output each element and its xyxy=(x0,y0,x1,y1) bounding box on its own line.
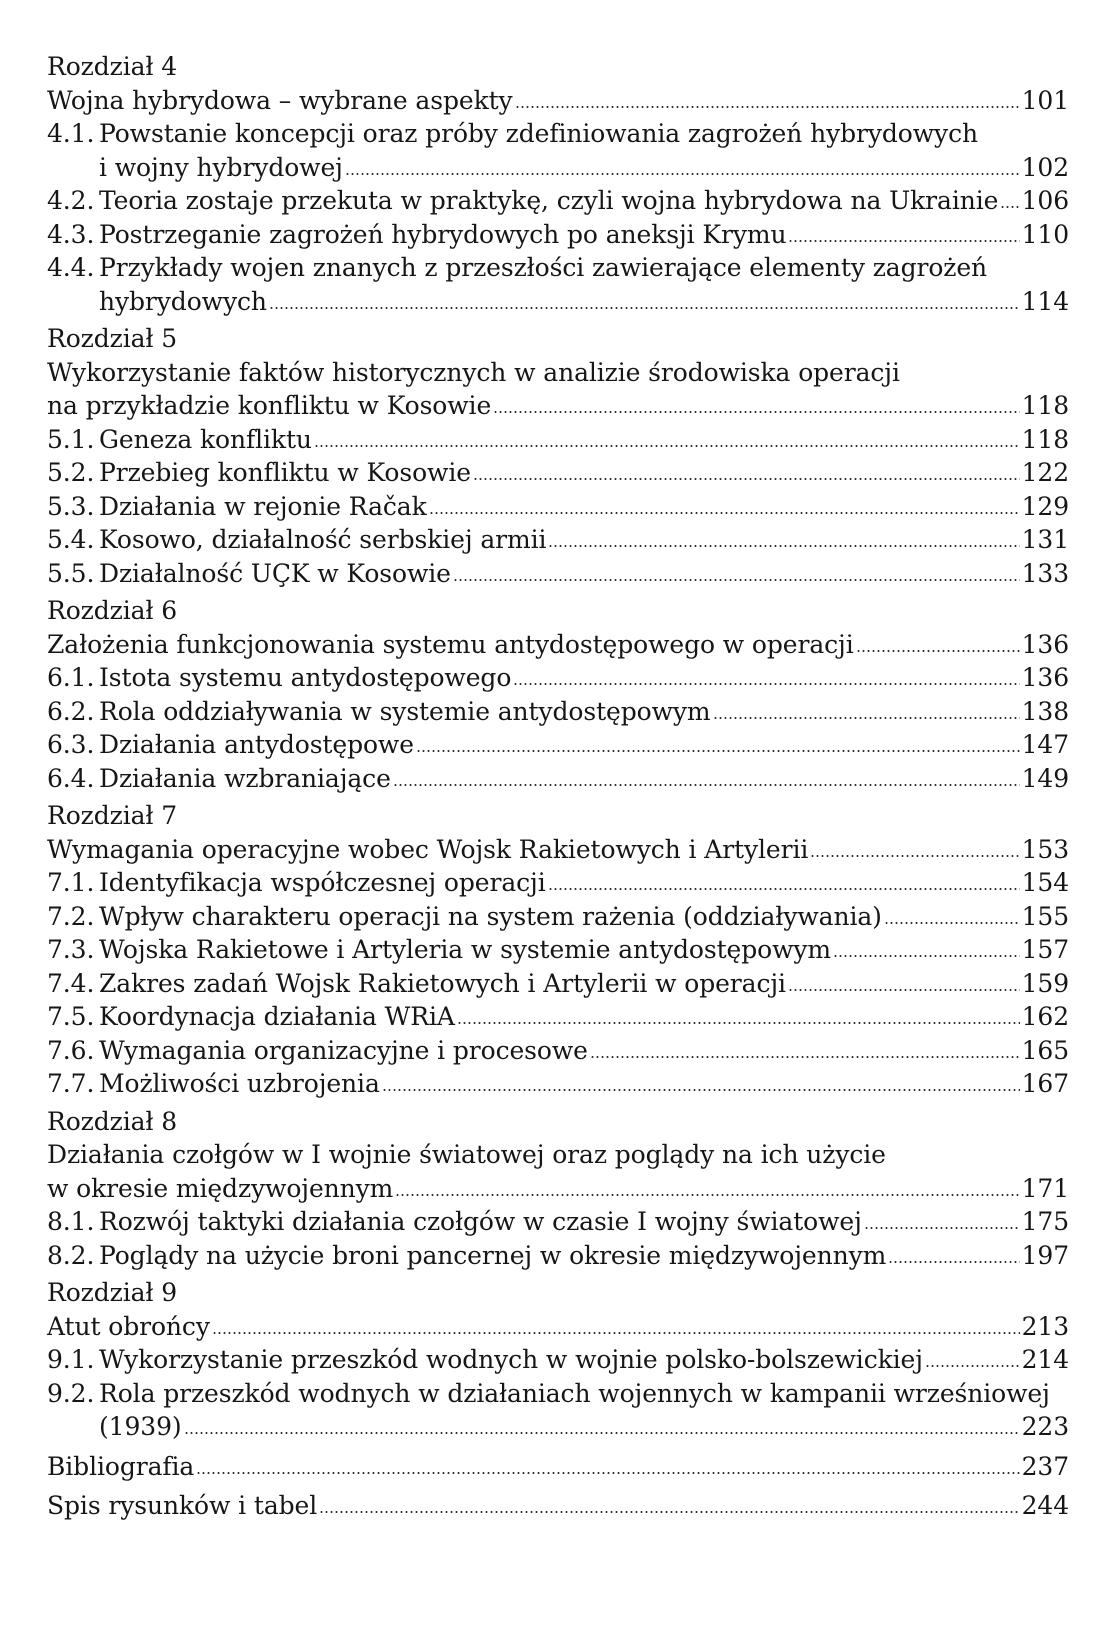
section-body xyxy=(99,184,1069,218)
chapter-heading: Rozdział 6 xyxy=(47,596,178,625)
toc-section-entry[interactable] xyxy=(47,967,1069,1001)
page-number: 244 xyxy=(1021,1491,1069,1520)
section-body xyxy=(99,967,1069,1001)
toc-section-entry[interactable] xyxy=(47,1377,1069,1444)
page-number: 165 xyxy=(1021,1035,1069,1065)
section-title-text: Kosowo, działalność serbskiej armii xyxy=(99,525,547,554)
page-number: 213 xyxy=(1021,1311,1069,1341)
end-entry-final-line xyxy=(47,1489,1069,1523)
page-number: 118 xyxy=(1021,391,1069,420)
section-title-text: Działania wzbraniające xyxy=(99,763,391,793)
section-title-text: Możliwości uzbrojenia xyxy=(99,1069,380,1098)
chapter-title[interactable] xyxy=(47,84,1069,118)
dot-leader xyxy=(590,1056,1020,1058)
section-title-text: Poglądy na użycie broni pancernej w okresie międzywojennym xyxy=(99,1240,887,1270)
section-body xyxy=(99,1205,1069,1239)
toc-section-entry[interactable] xyxy=(47,423,1069,457)
section-body xyxy=(99,1343,1069,1377)
page-number: 237 xyxy=(1021,1451,1069,1481)
toc-section-entry[interactable] xyxy=(47,1343,1069,1377)
dot-leader xyxy=(713,717,1020,719)
page-number: 118 xyxy=(1021,424,1069,454)
section-final-line xyxy=(99,866,1069,900)
section-body xyxy=(99,523,1069,557)
page-number: 101 xyxy=(1021,85,1069,115)
toc-section-entry[interactable] xyxy=(47,1239,1069,1273)
toc-section-entry[interactable] xyxy=(47,933,1069,967)
dot-leader xyxy=(1000,206,1019,208)
end-entry-title-text: Spis rysunków i tabel xyxy=(47,1491,318,1520)
section-title-text: Wykorzystanie przeszkód wodnych w wojnie polsko-bolszewickiej xyxy=(99,1345,923,1374)
page-number: 131 xyxy=(1021,525,1069,554)
dot-leader xyxy=(925,1365,1020,1367)
section-body xyxy=(99,1377,1069,1444)
section-body xyxy=(99,933,1069,967)
page-number: 138 xyxy=(1021,696,1069,726)
page-number: 129 xyxy=(1021,491,1069,521)
section-number: 6.2. xyxy=(47,696,95,726)
dot-leader xyxy=(416,750,1020,752)
chapter-heading: Rozdział 7 xyxy=(47,801,178,830)
page-number: 122 xyxy=(1021,458,1069,487)
section-number: 7.4. xyxy=(47,968,95,998)
page-number: 197 xyxy=(1021,1240,1069,1270)
chapter-block xyxy=(47,799,1069,1101)
section-final-line xyxy=(99,1205,1069,1239)
page-number: 153 xyxy=(1021,834,1069,864)
section-final-line xyxy=(99,423,1069,457)
section-title-text: Wpływ charakteru operacji na system rażenia (oddziaływania) xyxy=(99,901,882,931)
section-final-line xyxy=(99,184,1069,218)
chapter-final-line xyxy=(47,1172,1069,1206)
section-final-line xyxy=(99,1034,1069,1068)
section-final-line xyxy=(99,1000,1069,1034)
page-number: 167 xyxy=(1021,1069,1069,1098)
chapter-title[interactable] xyxy=(47,356,1069,423)
chapter-title[interactable] xyxy=(47,628,1069,662)
section-title-text: i wojny hybrydowej xyxy=(99,152,343,182)
chapter-title[interactable] xyxy=(47,833,1069,867)
section-title-text: Wojska Rakietowe i Artyleria w systemie antydostępowym xyxy=(99,935,832,964)
dot-leader xyxy=(513,683,1019,685)
page-number: 147 xyxy=(1021,730,1069,759)
section-number: 4.3. xyxy=(47,219,95,249)
page-number: 223 xyxy=(1021,1412,1069,1441)
chapter-title-text: Wymagania operacyjne wobec Wojsk Rakietowych i Artylerii xyxy=(47,834,809,864)
chapter-final-line xyxy=(47,833,1069,867)
chapter-block xyxy=(47,1105,1069,1273)
section-body xyxy=(99,490,1069,524)
section-number: 6.4. xyxy=(47,763,95,793)
section-title-text: Postrzeganie zagrożeń hybrydowych po aneksji Krymu xyxy=(99,219,787,249)
end-matter-entry[interactable] xyxy=(47,1489,1069,1523)
toc-section-entry[interactable] xyxy=(47,117,1069,184)
page-number: 162 xyxy=(1021,1002,1069,1031)
toc-section-entry[interactable] xyxy=(47,762,1069,796)
section-title-text: hybrydowych xyxy=(99,286,267,316)
section-title-text: Istota systemu antydostępowego xyxy=(99,663,512,692)
page-number: 159 xyxy=(1021,968,1069,998)
section-number: 7.2. xyxy=(47,901,95,931)
section-number: 5.1. xyxy=(47,424,95,454)
section-number: 8.1. xyxy=(47,1207,95,1236)
chapter-heading: Rozdział 8 xyxy=(47,1106,178,1136)
chapter-title[interactable] xyxy=(47,1138,1069,1205)
chapter-final-line xyxy=(47,84,1069,118)
toc-section-entry[interactable] xyxy=(47,1067,1069,1101)
dot-leader xyxy=(395,1194,1019,1196)
toc-section-entry[interactable] xyxy=(47,1000,1069,1034)
toc-section-entry[interactable] xyxy=(47,557,1069,591)
toc-section-entry[interactable] xyxy=(47,184,1069,218)
chapter-final-line xyxy=(47,1310,1069,1344)
dot-leader xyxy=(184,1432,1020,1434)
dot-leader xyxy=(864,1227,1020,1229)
section-final-line xyxy=(99,1067,1069,1101)
dot-leader xyxy=(810,855,1019,857)
section-number: 5.4. xyxy=(47,525,95,554)
page-number: 136 xyxy=(1021,663,1069,692)
section-title-text: Teoria zostaje przekuta w praktykę, czyli wojna hybrydowa na Ukrainie xyxy=(99,186,999,215)
section-title-text: Koordynacja działania WRiA xyxy=(99,1002,455,1031)
toc-list xyxy=(47,50,1069,1523)
chapter-block xyxy=(47,322,1069,590)
chapter-heading: Rozdział 9 xyxy=(47,1278,178,1307)
section-number: 5.2. xyxy=(47,458,95,487)
page-number: 171 xyxy=(1021,1173,1069,1203)
dot-leader xyxy=(196,1472,1019,1474)
section-number: 5.3. xyxy=(47,491,95,521)
section-final-line xyxy=(99,967,1069,1001)
section-final-line xyxy=(99,490,1069,524)
dot-leader xyxy=(884,922,1020,924)
dot-leader xyxy=(453,579,1020,581)
dot-leader xyxy=(457,1022,1020,1024)
dot-leader xyxy=(473,478,1020,480)
dot-leader xyxy=(382,1089,1020,1091)
page-number: 214 xyxy=(1021,1345,1069,1374)
chapter-title-line: Działania czołgów w I wojnie światowej oraz poglądy na ich użycie xyxy=(47,1140,886,1169)
page-number: 175 xyxy=(1021,1207,1069,1236)
section-body xyxy=(99,218,1069,252)
end-entry-title-text: Bibliografia xyxy=(47,1451,195,1481)
section-title-text: Przebieg konfliktu w Kosowie xyxy=(99,458,471,487)
toc-section-entry[interactable] xyxy=(47,251,1069,318)
section-final-line xyxy=(99,523,1069,557)
section-number: 4.1. xyxy=(47,119,95,148)
dot-leader xyxy=(319,1511,1019,1513)
section-body xyxy=(99,866,1069,900)
page-number: 133 xyxy=(1021,558,1069,588)
dot-leader xyxy=(788,989,1020,991)
section-title-text: Rozwój taktyki działania czołgów w czasie I wojny światowej xyxy=(99,1207,862,1236)
section-body xyxy=(99,1000,1069,1034)
section-final-line xyxy=(99,1239,1069,1273)
dot-leader xyxy=(429,512,1020,514)
section-final-line xyxy=(99,728,1069,762)
section-title-line: Przykłady wojen znanych z przeszłości zawierające elementy zagrożeń xyxy=(99,253,988,282)
section-final-line xyxy=(99,762,1069,796)
page-number: 157 xyxy=(1021,935,1069,964)
toc-section-entry[interactable] xyxy=(47,728,1069,762)
dot-leader xyxy=(493,411,1019,413)
toc-section-entry[interactable] xyxy=(47,695,1069,729)
dot-leader xyxy=(393,784,1020,786)
toc-section-entry[interactable] xyxy=(47,456,1069,490)
section-number: 6.3. xyxy=(47,730,95,759)
section-title-text: Rola oddziaływania w systemie antydostępowym xyxy=(99,696,711,726)
section-body xyxy=(99,1239,1069,1273)
page-number: 136 xyxy=(1021,629,1069,659)
section-number: 9.1. xyxy=(47,1345,95,1374)
dot-leader xyxy=(515,106,1020,108)
chapter-block xyxy=(47,1276,1069,1444)
chapter-heading: Rozdział 4 xyxy=(47,52,178,81)
chapter-block xyxy=(47,594,1069,795)
chapter-title-text: Założenia funkcjonowania systemu antydostępowego w operacji xyxy=(47,629,854,659)
section-final-line xyxy=(99,456,1069,490)
section-number: 7.7. xyxy=(47,1069,95,1098)
section-title-text: Wymagania organizacyjne i procesowe xyxy=(99,1035,588,1065)
dot-leader xyxy=(548,545,1019,547)
section-title-text: (1939) xyxy=(99,1412,182,1441)
page-number: 155 xyxy=(1021,901,1069,931)
section-body xyxy=(99,1067,1069,1101)
section-number: 7.3. xyxy=(47,935,95,964)
page-number: 106 xyxy=(1021,186,1069,215)
end-matter-entry[interactable] xyxy=(47,1450,1069,1484)
section-title-line: Powstanie koncepcji oraz próby zdefiniowania zagrożeń hybrydowych xyxy=(99,119,978,148)
page-number: 102 xyxy=(1021,152,1069,182)
section-number: 7.6. xyxy=(47,1035,95,1065)
toc-section-entry[interactable] xyxy=(47,1205,1069,1239)
section-body xyxy=(99,117,1069,184)
section-body xyxy=(99,251,1069,318)
section-body xyxy=(99,423,1069,457)
chapter-final-line xyxy=(47,628,1069,662)
section-number: 8.2. xyxy=(47,1240,95,1270)
section-final-line xyxy=(99,933,1069,967)
section-final-line xyxy=(99,661,1069,695)
section-number: 7.1. xyxy=(47,868,95,897)
toc-section-entry[interactable] xyxy=(47,1034,1069,1068)
section-final-line xyxy=(99,695,1069,729)
section-body xyxy=(99,695,1069,729)
chapter-title-text: w okresie międzywojennym xyxy=(47,1173,394,1203)
section-number: 6.1. xyxy=(47,663,95,692)
section-title-text: Geneza konfliktu xyxy=(99,424,312,454)
section-title-text: Zakres zadań Wojsk Rakietowych i Artylerii w operacji xyxy=(99,968,786,998)
dot-leader xyxy=(888,1261,1019,1263)
section-body xyxy=(99,557,1069,591)
dot-leader xyxy=(833,955,1020,957)
toc-section-entry[interactable] xyxy=(47,523,1069,557)
section-final-line xyxy=(99,218,1069,252)
page-number: 110 xyxy=(1021,219,1069,249)
section-body xyxy=(99,1034,1069,1068)
section-title-text: Działania w rejonie Račak xyxy=(99,491,427,521)
section-title-line: Rola przeszkód wodnych w działaniach wojennych w kampanii wrześniowej xyxy=(99,1378,1050,1408)
section-body xyxy=(99,762,1069,796)
chapter-final-line xyxy=(47,389,1069,423)
toc-section-entry[interactable] xyxy=(47,866,1069,900)
dot-leader xyxy=(856,650,1020,652)
section-final-line xyxy=(99,1410,1069,1444)
toc-section-entry[interactable] xyxy=(47,900,1069,934)
section-final-line xyxy=(99,900,1069,934)
section-body xyxy=(99,456,1069,490)
section-number: 4.4. xyxy=(47,253,95,282)
toc-section-entry[interactable] xyxy=(47,490,1069,524)
toc-section-entry[interactable] xyxy=(47,218,1069,252)
section-number: 9.2. xyxy=(47,1378,95,1408)
page-number: 149 xyxy=(1021,763,1069,793)
chapter-title-text: Atut obrońcy xyxy=(47,1311,210,1341)
chapter-title-line: Wykorzystanie faktów historycznych w analizie środowiska operacji xyxy=(47,357,900,387)
section-title-text: Działania antydostępowe xyxy=(99,730,414,759)
section-title-text: Identyfikacja współczesnej operacji xyxy=(99,868,546,897)
page-number: 114 xyxy=(1021,286,1069,316)
section-final-line xyxy=(99,151,1069,185)
chapter-title-text: na przykładzie konfliktu w Kosowie xyxy=(47,391,492,420)
chapter-heading: Rozdział 5 xyxy=(47,324,178,353)
dot-leader xyxy=(548,888,1020,890)
chapter-title[interactable] xyxy=(47,1310,1069,1344)
section-number: 4.2. xyxy=(47,186,95,215)
toc-section-entry[interactable] xyxy=(47,661,1069,695)
section-final-line xyxy=(99,285,1069,319)
dot-leader xyxy=(269,307,1020,309)
section-title-text: Działalność UÇK w Kosowie xyxy=(99,558,451,588)
end-entry-final-line xyxy=(47,1450,1069,1484)
section-body xyxy=(99,661,1069,695)
section-body xyxy=(99,728,1069,762)
chapter-title-text: Wojna hybrydowa – wybrane aspekty xyxy=(47,85,513,115)
chapter-block xyxy=(47,50,1069,318)
dot-leader xyxy=(788,240,1019,242)
dot-leader xyxy=(345,173,1020,175)
section-number: 7.5. xyxy=(47,1002,95,1031)
page-number: 154 xyxy=(1021,868,1069,897)
dot-leader xyxy=(314,445,1020,447)
dot-leader xyxy=(212,1332,1020,1334)
section-final-line xyxy=(99,557,1069,591)
section-body xyxy=(99,900,1069,934)
section-final-line xyxy=(99,1343,1069,1377)
section-number: 5.5. xyxy=(47,558,95,588)
